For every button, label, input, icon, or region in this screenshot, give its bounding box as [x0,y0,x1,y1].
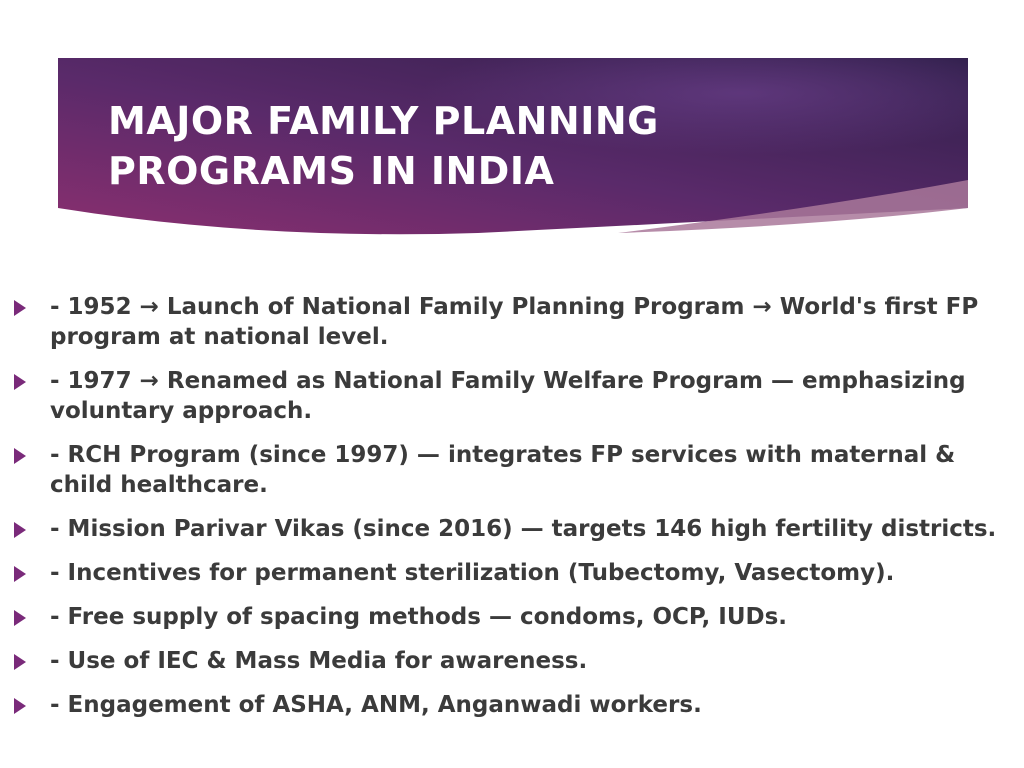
bullet-text: - Mission Parivar Vikas (since 2016) — targets 146 high fertility districts. [50,516,997,542]
triangle-right-icon [14,698,26,714]
title-banner [58,58,968,240]
triangle-right-icon [14,374,26,390]
bullet-text: - Incentives for permanent sterilization (Tubectomy, Vasectomy). [50,560,895,586]
triangle-right-icon [14,448,26,464]
triangle-right-icon [14,522,26,538]
bullet-text: - RCH Program (since 1997) — integrates FP services with maternal & child healthcare. [50,442,956,498]
bullet-text: - 1977 → Renamed as National Family Welfare Program — emphasizing voluntary approach. [50,368,966,424]
list-item [0,514,1024,544]
bullet-text: - Free supply of spacing methods — condoms, OCP, IUDs. [50,604,788,630]
list-item [0,602,1024,632]
list-item [0,558,1024,588]
bullet-text: - Use of IEC & Mass Media for awareness. [50,648,588,674]
triangle-right-icon [14,566,26,582]
list-item [0,366,1024,426]
triangle-right-icon [14,300,26,316]
list-item [0,440,1024,500]
list-item [0,646,1024,676]
bullet-text: - Engagement of ASHA, ANM, Anganwadi workers. [50,692,702,718]
triangle-right-icon [14,654,26,670]
triangle-right-icon [14,610,26,626]
list-item [0,292,1024,352]
slide-title: MAJOR FAMILY PLANNING PROGRAMS IN INDIA [108,99,659,193]
bullet-list [0,292,1024,734]
list-item [0,690,1024,720]
bullet-text: - 1952 → Launch of National Family Planning Program → World's first FP program at national level. [50,294,979,350]
